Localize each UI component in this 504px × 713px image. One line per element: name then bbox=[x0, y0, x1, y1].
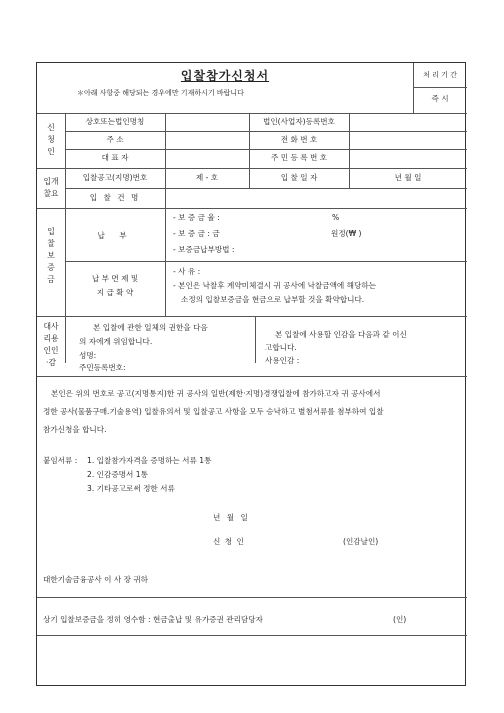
delegate-resident-no: 주민등록번호: bbox=[79, 363, 126, 372]
bid-date-label: 입 찰 일 자 bbox=[280, 173, 318, 182]
notice-no-label: 입찰공고(지명)번호 bbox=[82, 173, 148, 182]
deposit-method: - 보증금납부방법 : bbox=[173, 245, 235, 254]
corp-reg-no-label: 법인(사업자)등록번호 bbox=[263, 117, 335, 126]
seal-text-line1: 본 입찰에 사용할 인감을 다음과 같 이신 bbox=[275, 330, 407, 339]
bid-overview-section-label: 입개 찰요 bbox=[43, 177, 59, 198]
attachment-item-2: 2. 인감증명서 1통 bbox=[87, 470, 148, 479]
sign-date: 년 월 일 bbox=[213, 513, 250, 522]
seal-used: 사용인감 : bbox=[265, 356, 300, 365]
declaration-line2: 정한 공사(물품구매.기술용역) 입찰유의서 및 입찰공고 사항을 모두 승낙하고 별첨서류를 첨부하여 입찰 bbox=[43, 407, 384, 416]
bid-date-value: 년 월 일 bbox=[394, 173, 422, 182]
processing-period-value: 즉 시 bbox=[431, 94, 449, 103]
deposit-payment-label: 납 부 bbox=[97, 231, 133, 240]
representative-label: 대 표 자 bbox=[101, 153, 129, 162]
deposit-amount: - 보 증 금 : 금 bbox=[173, 229, 220, 238]
phone-label: 전 화 번 호 bbox=[280, 135, 318, 144]
declaration-line1: 본인은 위의 번호로 공고(지명통지)한 귀 공사의 일반(제한·지명)경쟁입찰에 참가하고자 귀 공사에서 bbox=[51, 389, 381, 398]
sign-seal: (인감날인) bbox=[343, 537, 379, 546]
resident-no-label: 주 민 등 록 번 호 bbox=[270, 153, 328, 162]
seal-text-line2: 고합니다. bbox=[265, 343, 297, 352]
applicant-section-label: 신 청 인 bbox=[47, 123, 55, 156]
pledge-line2: 소정의 입찰보증금을 현금으로 납부할 것을 확약합니다. bbox=[181, 295, 365, 304]
exemption-label-line1: 납 부 면 제 및 bbox=[91, 274, 139, 283]
deposit-percent: % bbox=[332, 213, 340, 222]
exemption-reason: - 사 유 : bbox=[173, 267, 201, 276]
form-note: ＊아래 사항중 해당되는 경우에만 기재하시기 바랍니다 bbox=[77, 89, 244, 97]
form-title: 입찰참가신청서 bbox=[180, 69, 270, 83]
delegate-section-label: 대사 리용 인인 ·감 bbox=[43, 322, 59, 367]
case-name-label: 입 찰 건 명 bbox=[89, 193, 141, 202]
notice-no-value: 제 - 호 bbox=[195, 173, 219, 182]
addressee: 대한기술금융공사 이 사 장 귀하 bbox=[43, 575, 149, 584]
receipt-seal: (인) bbox=[393, 615, 407, 624]
declaration-line3: 참가신청을 합니다. bbox=[43, 425, 107, 434]
attachment-item-3: 3. 기타공고로써 정한 서류 bbox=[87, 484, 175, 493]
exemption-label-line2: 지 급 확 약 bbox=[96, 288, 134, 297]
delegate-name: 성명: bbox=[79, 351, 97, 360]
deposit-section-label: 입 찰 보 증 금 bbox=[47, 227, 55, 284]
deposit-rate: - 보 증 금 율 : bbox=[173, 213, 220, 222]
sign-applicant-label: 신 청 인 bbox=[213, 537, 245, 546]
company-name-label: 상호또는법인명칭 bbox=[85, 117, 145, 126]
pledge-line1: - 본인은 낙찰후 계약미체결시 귀 공사에 낙찰금액에 해당하는 bbox=[173, 281, 377, 290]
receipt-text: 상기 입찰보증금을 정히 영수함 : 현금출납 및 유가증권 관리담당자 bbox=[43, 615, 263, 624]
deposit-won: 원정(₩ ) bbox=[331, 229, 362, 238]
delegate-text-line2: 의 자에게 위임합니다. bbox=[79, 337, 153, 346]
processing-period-label: 처 리 기 간 bbox=[423, 71, 457, 79]
attachments-label: 붙임서류 : bbox=[43, 456, 78, 465]
address-label: 주 소 bbox=[106, 135, 124, 144]
application-form bbox=[36, 62, 466, 686]
attachment-item-1: 1. 입찰참가자격을 증명하는 서류 1통 bbox=[87, 456, 212, 465]
delegate-text-line1: 본 입찰에 관한 일체의 권한을 다음 bbox=[93, 323, 208, 332]
